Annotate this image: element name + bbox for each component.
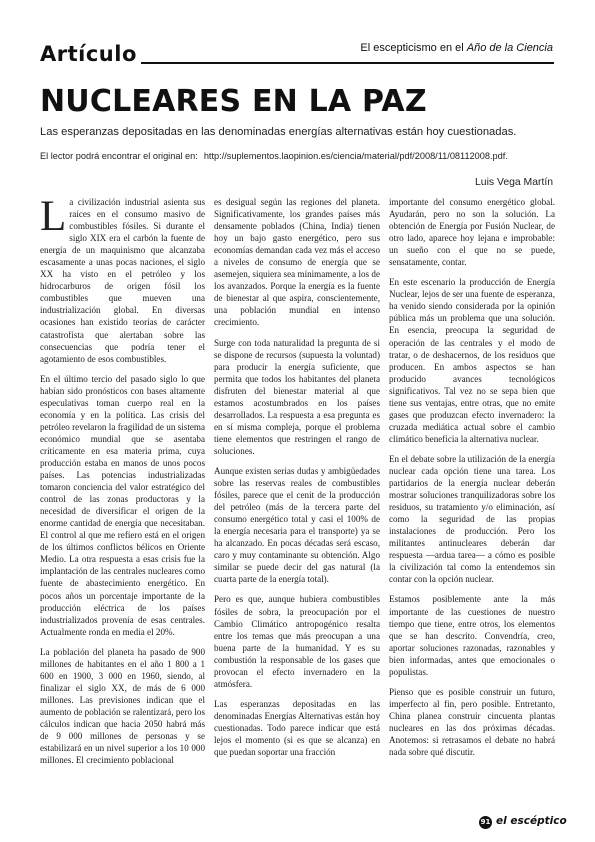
paragraph: Aunque existen serias dudas y ambigüedades sobre las reservas reales de combustibles fósiles, parece que el cenit de la producción del petróleo (más de la tercera parte del consumo energético total y casi el 100% de la energía necesaria para el transporte) ya se ha alcanzado. En pocas décadas será escaso, caro y muy contaminante su obtención. Algo similar se puede decir del gas natural (la cuarta parte de la energía total). xyxy=(214,465,380,585)
text-column-3 xyxy=(389,196,555,766)
page-number-badge: 91 xyxy=(479,816,492,829)
author-name: Luis Vega Martín xyxy=(475,177,553,188)
text-column-2 xyxy=(214,196,380,766)
article-subtitle: Las esperanzas depositadas en las denominadas energías alternativas están hoy cuestionadas. xyxy=(40,126,517,138)
paragraph: importante del consumo energético global. Ayudarán, pero no son la solución. La obtención de Energía por Fusión Nuclear, de otro lado, aparece hoy lejana e improbable: un sueño con el que no se puede, sensatamente, contar. xyxy=(389,197,555,268)
series-title xyxy=(360,42,553,54)
paragraph: Estamos posiblemente ante la más importante de las cuestiones de nuestro tiempo que tiene, entre otros, los elementos que se han descrito. Convendría, creo, aportar soluciones razonadas, razonables y bien informadas, antes que emocionales o populistas. xyxy=(389,594,555,677)
drop-cap: L xyxy=(40,193,67,240)
paragraph: En este escenario la producción de Energía Nuclear, lejos de ser una fuente de esperanza, ha venido siendo considerada por la opinión pública más un problema que una solución. En esencia, preocupa la seguridad de operación de las centrales y el modo de tratar, o de deshacernos, de los residuos que producen. En ambos aspectos se han producido avances tecnológicos significativos. Tal vez no se sepa bien que tiene sus ventajas, entre otras, que no emite gases que produzcan efecto invernadero: la cruzada mediática actual sobre el cambio climático beneficia la alternativa nuclear. xyxy=(389,277,555,444)
paragraph: La población del planeta ha pasado de 900 millones de habitantes en el año 1 800 a 1 600 en 1900, 3 000 en 1960, siendo, al finalizar el siglo XX, de más de 6 000 millones. Las previsiones indican que el aumento de población se ralentizará, pero los cálculos indican que hacia 2050 habrá más de 9 000 millones de personas y se estabilizará en un nivel superior a los 10 000 millones. El crecimiento poblacional xyxy=(40,646,205,766)
paragraph: Surge con toda naturalidad la pregunta de si se dispone de recursos (supuesta la voluntad) para producir la energía suficiente, que permita que todos los habitantes del planeta disfruten del bienestar material al que estamos acostumbrados en los países desarrollados. La respuesta a esa pregunta es en sí misma compleja, porque el problema tiene elementos que restringen el rango de soluciones. xyxy=(214,337,380,456)
source-label: El lector podrá encontrar el original en: xyxy=(40,151,198,161)
magazine-brand: el escéptico xyxy=(496,815,567,827)
paragraph: es desigual según las regiones del planeta. Significativamente, los grandes países más densamente poblados (China, India) tienen hoy un bajo gasto energético, pero sus economías demandan cada vez más el acceso a niveles de consumo de energía que se asemejen, siquiera sea mínimamente, a los de los avanzados. Porque la energía es la fuente de bienestar al que aspira, conscientemente, una población mundial en intenso crecimiento. xyxy=(214,197,380,328)
section-label: Artículo xyxy=(40,42,137,66)
paragraph-text: a civilización industrial asienta sus raíces en el consumo masivo de combustibles fósiles. Si durante el siglo XIX era el carbón la fuente de energía de un maquinismo que alcanzaba escasamente a unas pocas naciones, el siglo XX ha visto en el petróleo y los hidrocarburos de origen fósil los combustibles que mueven una industrialización global. En diversas ocasiones han existido teorías de carácter catastrofista que alertaban sobre las consecuencias que podría tener el agotamiento de esos combustibles. xyxy=(40,197,205,364)
article-headline: NUCLEARES EN LA PAZ xyxy=(40,84,427,119)
paragraph xyxy=(40,193,205,365)
source-url[interactable]: http://suplementos.laopinion.es/ciencia/material/pdf/2008/11/08112008.pdf. xyxy=(203,151,508,161)
paragraph: Pero es que, aunque hubiera combustibles fósiles de sobra, la preocupación por el Cambio Climático antropogénico resalta entre los temas que más preocupan a una buena parte de la humanidad. Y es su combustión la responsable de los gases que provocan el efecto invernadero en la atmósfera. xyxy=(214,594,380,689)
series-title-italic: Año de la Ciencia xyxy=(466,42,553,54)
header-rule xyxy=(141,62,554,64)
paragraph: Pienso que es posible construir un futuro, imperfecto al fin, pero posible. Entretanto, China planea construir cincuenta plantas nucleares en las dos próximas décadas. Anotemos: si retrasamos el debate no habrá nada sobre qué discutir. xyxy=(389,686,555,758)
source-line xyxy=(40,151,560,161)
paragraph: En el debate sobre la utilización de la energía nuclear cada opción tiene una tarea. Los partidarios de la energía nuclear deberán mostrar soluciones tranquilizadoras sobre los residuos, su tratamiento y/o eliminación, así como la seguridad de las propias instalaciones de producción. Pero los militantes antinucleares deberán dar respuesta —ardua tarea— a cómo es posible la civilización tal como la entendemos sin contar con la opción nuclear. xyxy=(389,453,555,585)
paragraph: Las esperanzas depositadas en las denominadas Energías Alternativas están hoy cuestionadas. Todo parece indicar que está lejos el momento (si es que se alcanza) en que puedan soportar una fracción xyxy=(214,698,380,758)
text-column-1 xyxy=(40,193,205,774)
series-title-prefix: El escepticismo en el xyxy=(360,42,467,54)
paragraph: En el último tercio del pasado siglo lo que habían sido pronósticos con bases altamente especulativas toman cuerpo real en la economía y en la política. Las crisis del petróleo revelaron la fragilidad de un sistema económico mundial que se asentaba críticamente en esa materia prima, cuya producción estaba en manos de unos pocos países. Las potencias industrializadas tomaron conciencia del valor estratégico del control de las zonas productoras y la necesidad de diversificar el origen de la enorme cantidad de energía que necesitaban. El control al que me refiero está en el origen de los últimos conflictos bélicos en Oriente Medio. La otra respuesta a esas crisis fue la implantación de las centrales nucleares como fuente de abastecimiento energético. En pocos años un porcentaje importante de la producción eléctrica de los países industrializados provenía de esas centrales. Actualmente ronda en media el 20%. xyxy=(40,373,205,637)
